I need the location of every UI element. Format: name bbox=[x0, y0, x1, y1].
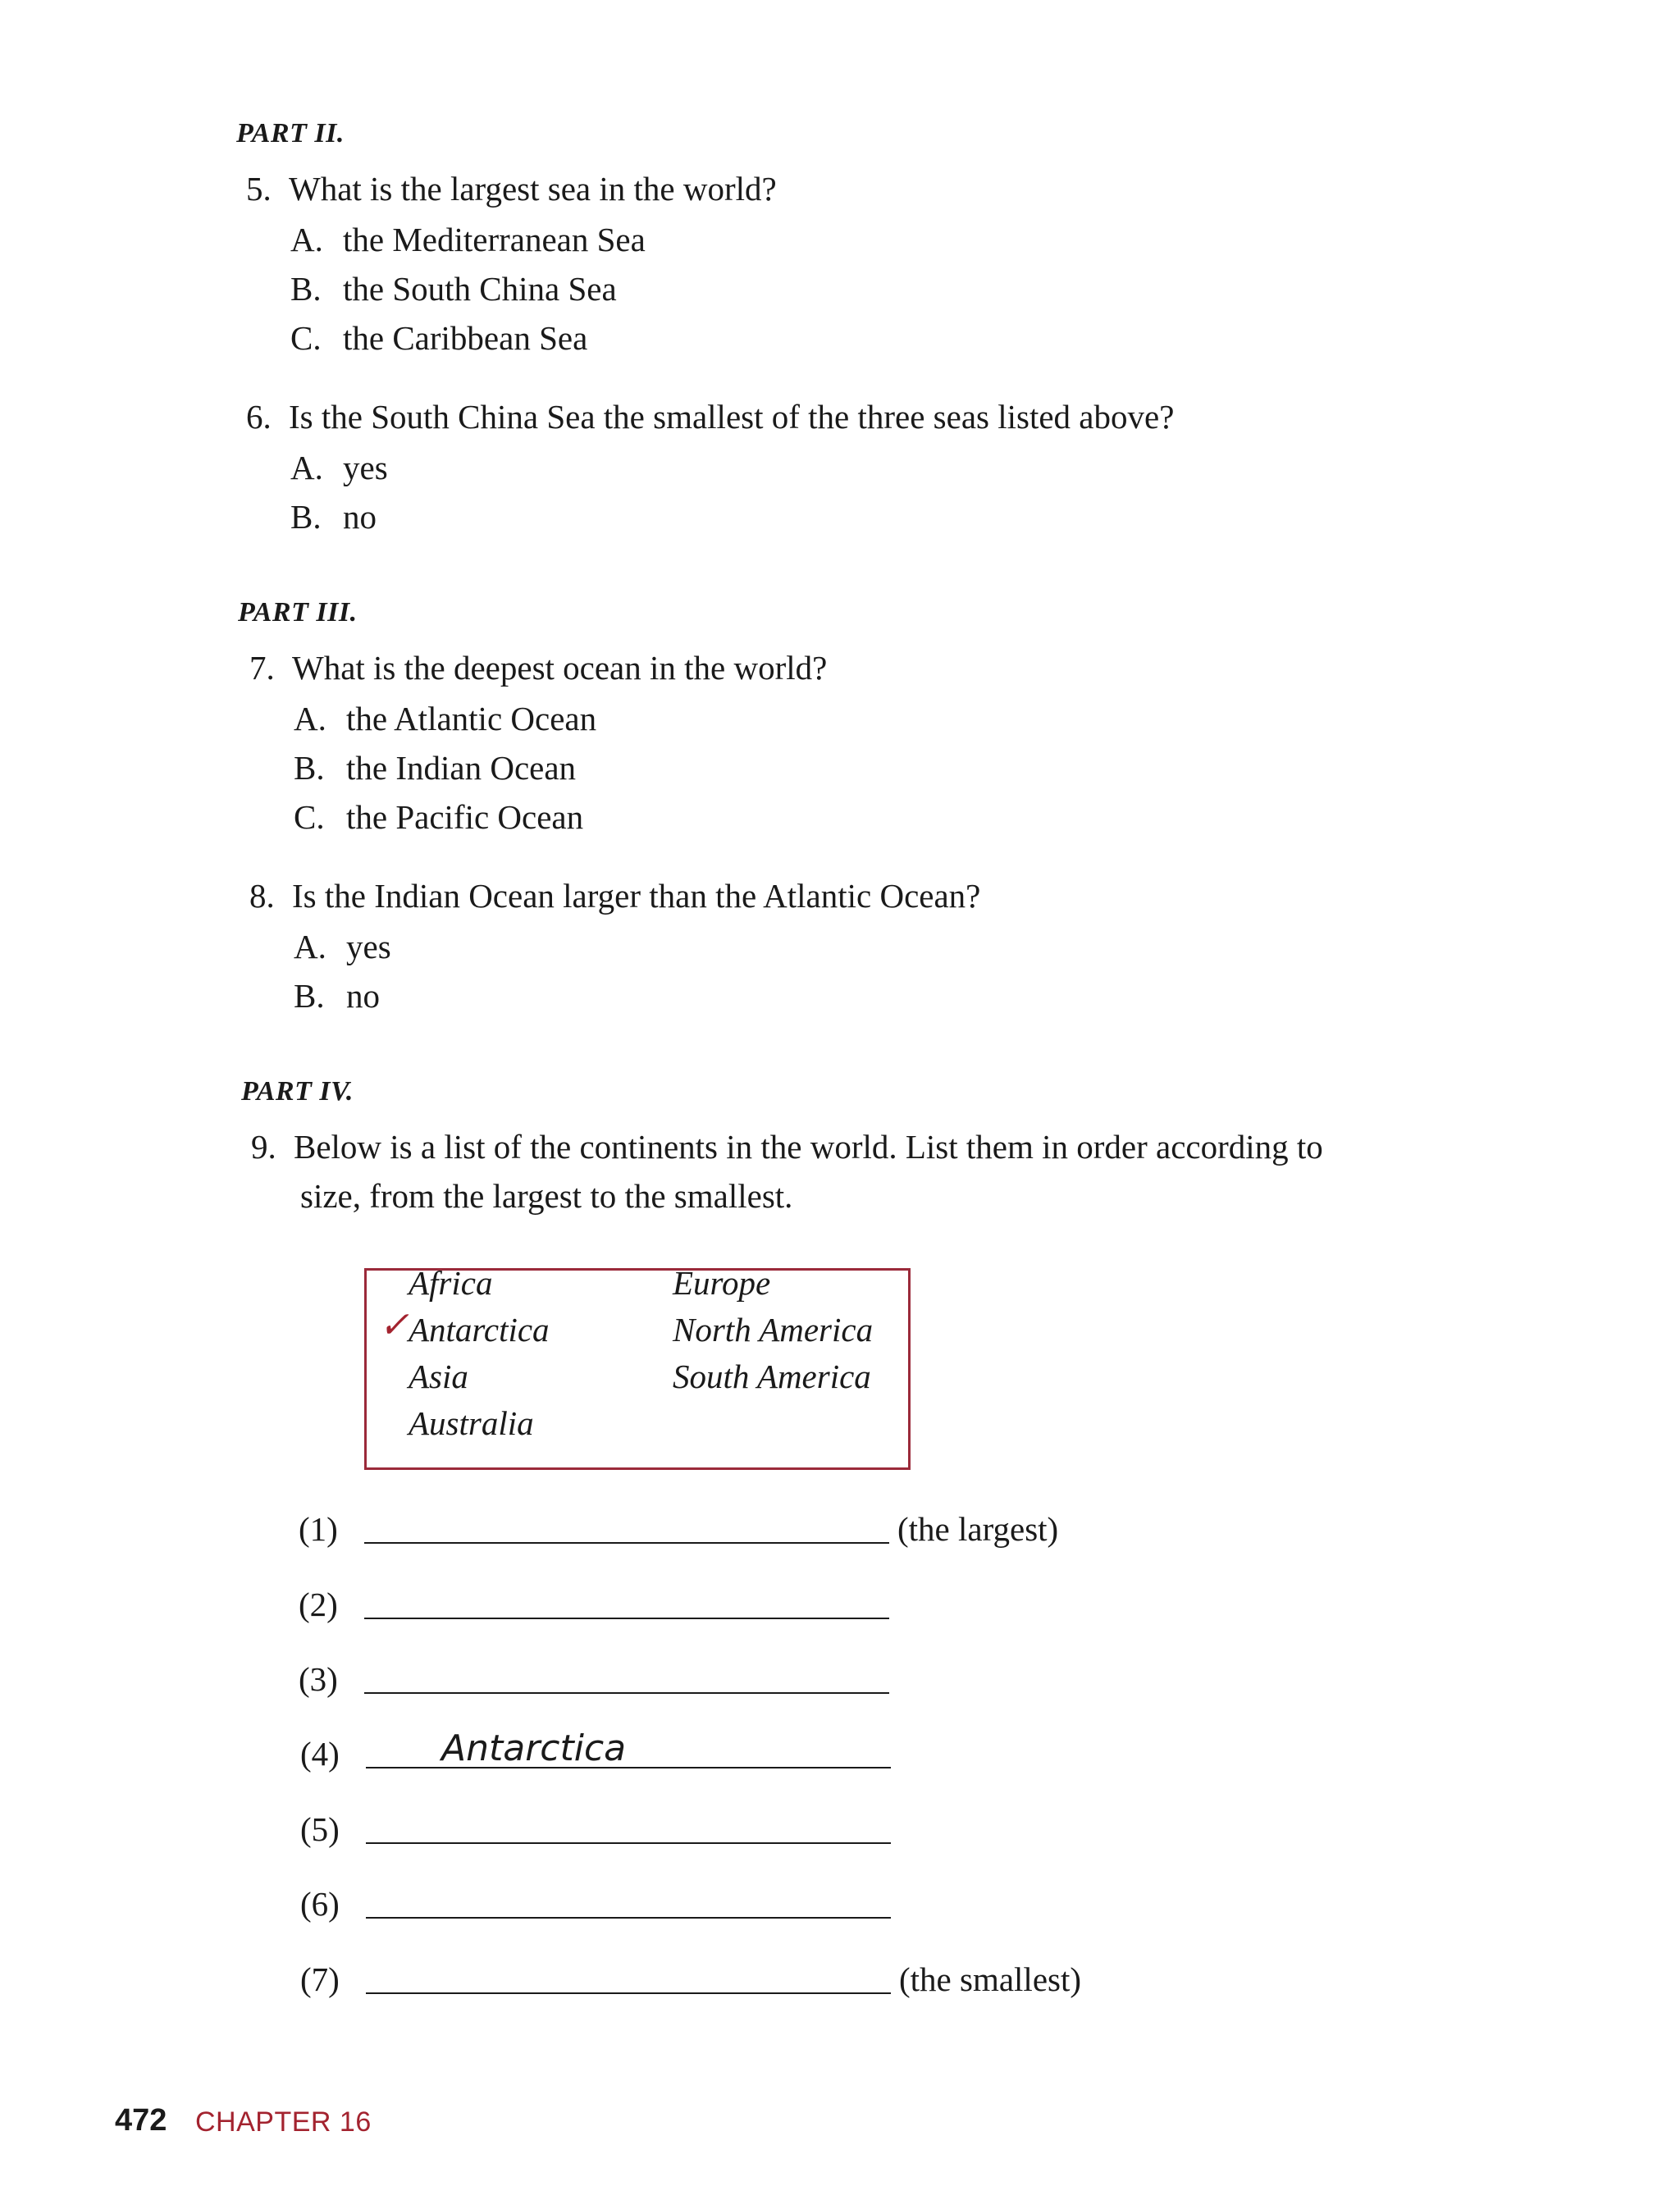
chapter-label: CHAPTER 16 bbox=[195, 2106, 372, 2138]
part-2-heading: PART II. bbox=[236, 118, 345, 148]
option-7b: B. the Indian Ocean bbox=[294, 749, 577, 787]
question-number: 8. bbox=[249, 877, 275, 915]
question-text: Is the South China Sea the smallest of the three seas listed above? bbox=[289, 398, 1175, 436]
question-5 bbox=[246, 164, 777, 213]
answer-line-5[interactable] bbox=[366, 1842, 891, 1844]
question-text: Is the Indian Ocean larger than the Atlantic Ocean? bbox=[292, 877, 981, 915]
answer-4-handwritten: Antarctica bbox=[441, 1727, 627, 1769]
option-8b: B. no bbox=[294, 977, 380, 1015]
answer-line-6[interactable] bbox=[366, 1917, 891, 1919]
answer-line-2[interactable] bbox=[364, 1618, 889, 1619]
smallest-note: (the smallest) bbox=[899, 1960, 1082, 1998]
continent-antarctica: Antarctica bbox=[409, 1311, 550, 1349]
question-text: What is the largest sea in the world? bbox=[289, 170, 777, 208]
question-number: 5. bbox=[246, 170, 272, 208]
continent-australia: Australia bbox=[409, 1404, 534, 1442]
continent-europe: Europe bbox=[673, 1264, 771, 1302]
question-number: 6. bbox=[246, 398, 272, 436]
answer-line-7[interactable] bbox=[366, 1992, 891, 1994]
continent-asia: Asia bbox=[409, 1358, 468, 1395]
rank-number-4: (4) bbox=[300, 1735, 340, 1773]
rank-number-1: (1) bbox=[299, 1510, 338, 1548]
answer-line-3[interactable] bbox=[364, 1692, 889, 1694]
question-text: What is the deepest ocean in the world? bbox=[292, 649, 828, 687]
option-7c: C. the Pacific Ocean bbox=[294, 798, 584, 836]
option-5c: C. the Caribbean Sea bbox=[290, 319, 588, 357]
answer-line-1[interactable] bbox=[364, 1542, 889, 1544]
largest-note: (the largest) bbox=[897, 1510, 1059, 1548]
option-8a: A. yes bbox=[294, 928, 391, 965]
question-text-line2: size, from the largest to the smallest. bbox=[300, 1177, 793, 1215]
part-4-heading: PART IV. bbox=[241, 1076, 354, 1107]
option-5a: A. the Mediterranean Sea bbox=[290, 221, 646, 258]
question-7 bbox=[249, 643, 827, 692]
option-6b: B. no bbox=[290, 498, 377, 536]
check-mark-icon: ✓ bbox=[379, 1305, 409, 1345]
rank-number-7: (7) bbox=[300, 1960, 340, 1998]
part-3-heading: PART III. bbox=[238, 597, 358, 628]
question-number: 7. bbox=[249, 649, 275, 687]
question-8 bbox=[249, 871, 980, 920]
continent-africa: Africa bbox=[409, 1264, 493, 1302]
answer-line-4[interactable] bbox=[366, 1767, 891, 1768]
option-5b: B. the South China Sea bbox=[290, 270, 617, 308]
question-6 bbox=[246, 392, 1174, 441]
question-text-line1: Below is a list of the continents in the world. List them in order according to bbox=[294, 1128, 1323, 1166]
option-6a: A. yes bbox=[290, 449, 388, 486]
rank-number-2: (2) bbox=[299, 1586, 338, 1623]
rank-number-5: (5) bbox=[300, 1810, 340, 1848]
continent-south-america: South America bbox=[673, 1358, 871, 1395]
question-number: 9. bbox=[251, 1128, 276, 1166]
continent-north-america: North America bbox=[673, 1311, 874, 1349]
question-9 bbox=[251, 1122, 1481, 1221]
rank-number-3: (3) bbox=[299, 1660, 338, 1698]
option-7a: A. the Atlantic Ocean bbox=[294, 700, 597, 737]
rank-number-6: (6) bbox=[300, 1885, 340, 1923]
page-number: 472 bbox=[115, 2103, 167, 2138]
